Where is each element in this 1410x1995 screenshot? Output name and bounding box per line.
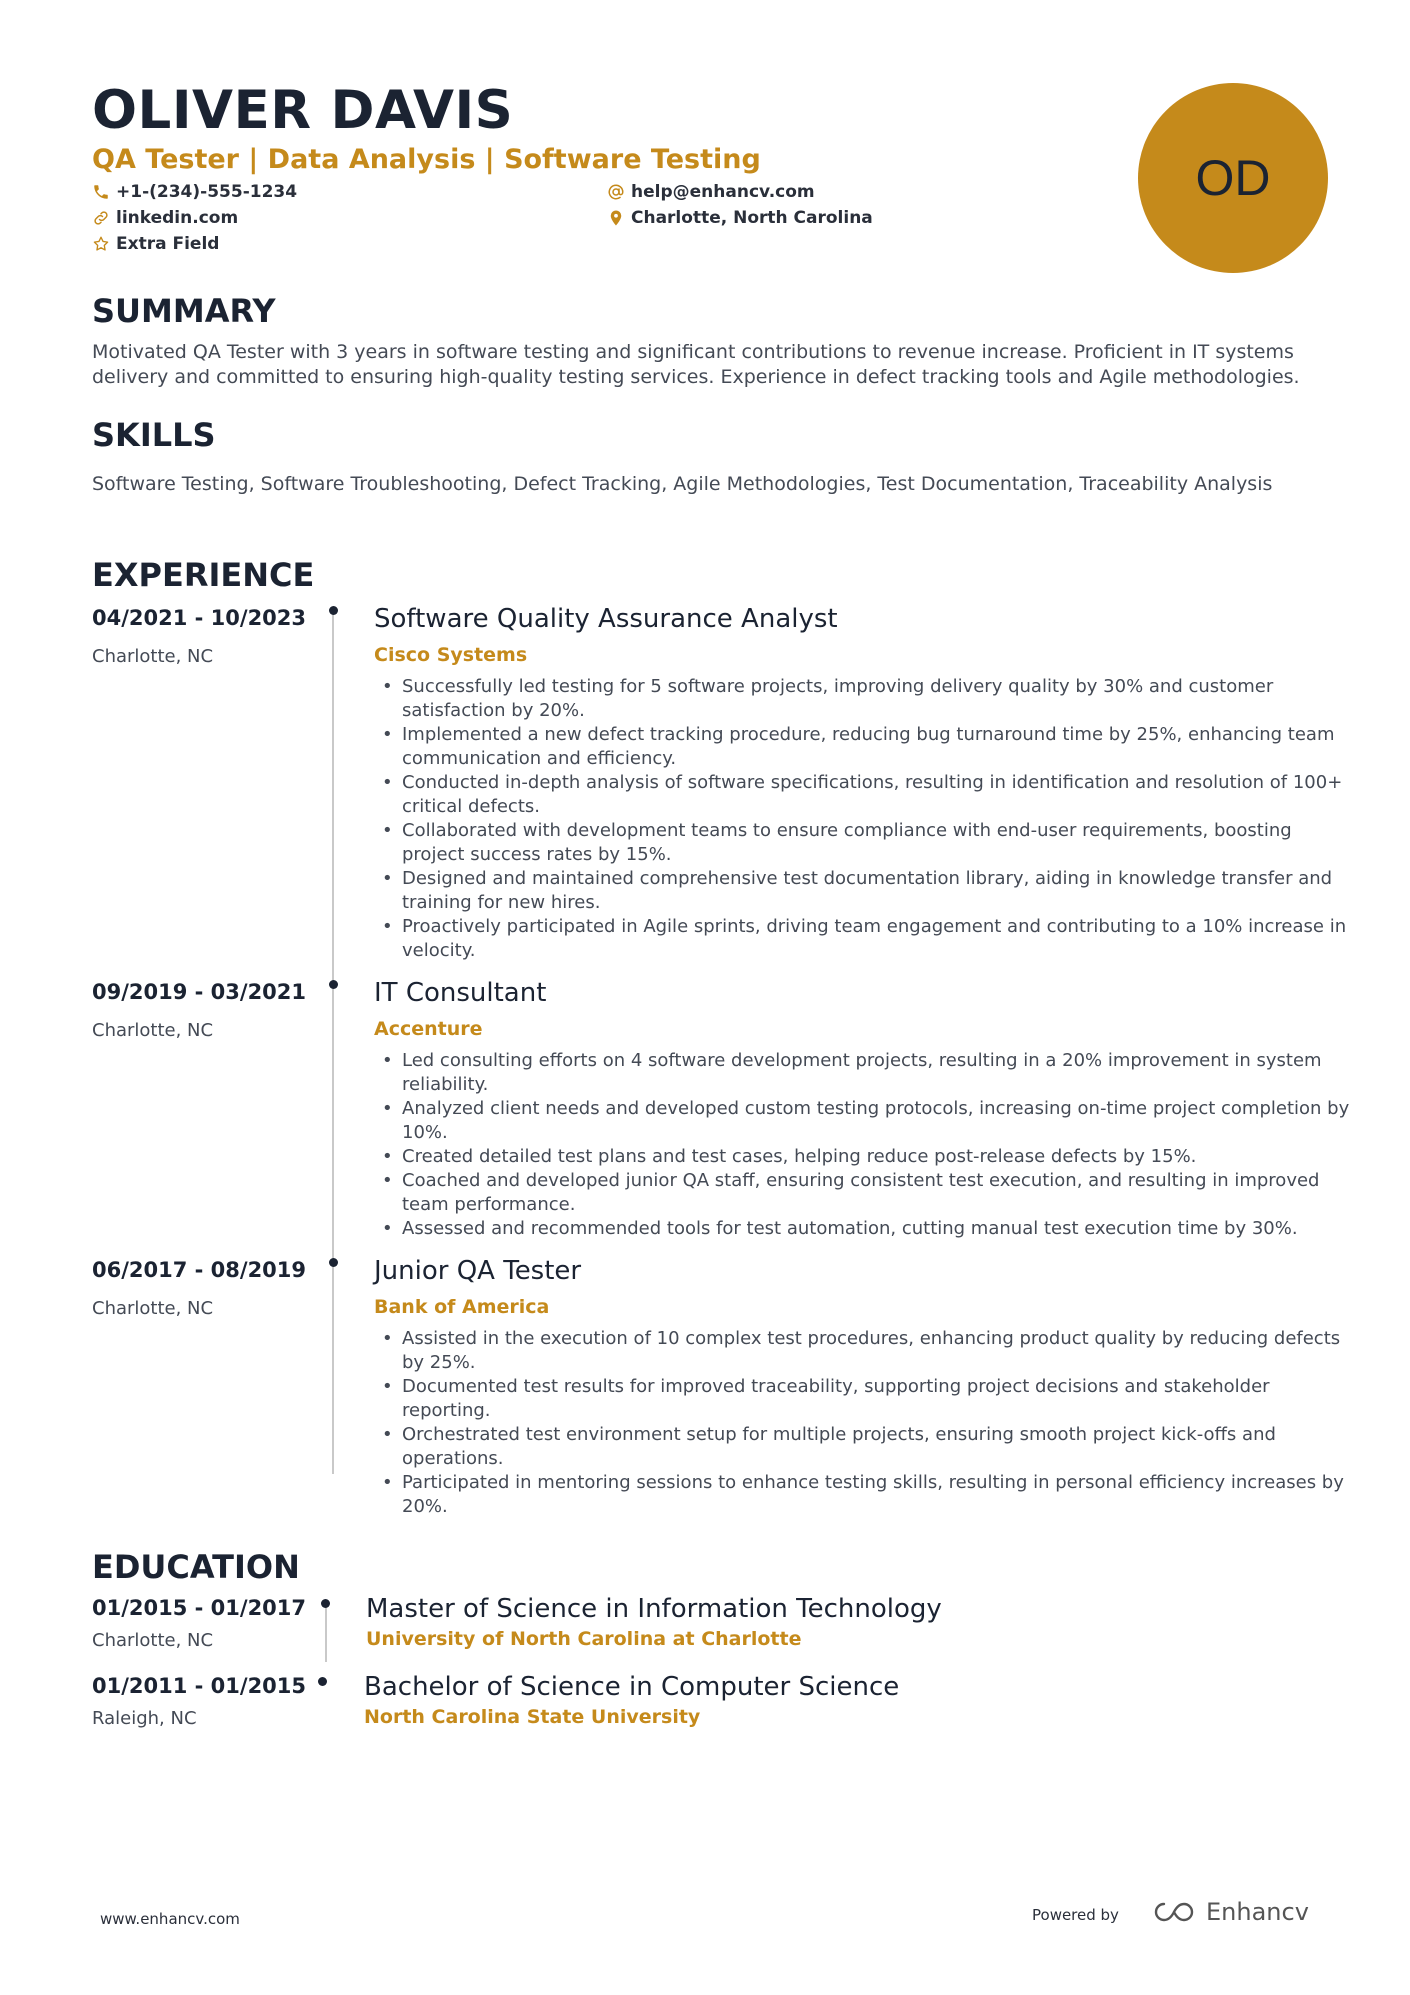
list-item: • Coached and developed junior QA staff, ensuring consistent test execution, and resulting in improved team performance. — [402, 1169, 1352, 1217]
list-item: • Created detailed test plans and test cases, helping reduce post-release defects by 15%. — [402, 1145, 1352, 1169]
enhancv-logo-icon — [1150, 1898, 1198, 1926]
list-item: • Documented test results for improved traceability, supporting project decisions and stakeholder reporting. — [402, 1375, 1352, 1423]
job-bullets — [374, 1327, 1352, 1519]
education-degree: Master of Science in Information Technology — [366, 1594, 942, 1624]
experience-title: EXPERIENCE — [92, 556, 315, 594]
summary-text: Motivated QA Tester with 3 years in software testing and significant contributions to revenue increase. Proficient in IT systems delivery and committed to ensuring high-quality testing services. Experience in defect tracking tools and Agile methodologies. — [92, 341, 1300, 388]
list-item: • Implemented a new defect tracking procedure, reducing bug turnaround time by 25%, enhancing team communication and efficiency. — [402, 723, 1352, 771]
job-location: Charlotte, NC — [92, 646, 214, 667]
timeline-dot — [329, 606, 338, 615]
linkedin-text: linkedin.com — [116, 208, 239, 228]
list-item: • Proactively participated in Agile sprints, driving team engagement and contributing to a 10% increase in velocity. — [402, 915, 1352, 963]
job-date: 06/2017 - 08/2019 — [92, 1258, 307, 1282]
candidate-headline: QA Tester | Data Analysis | Software Testing — [92, 144, 761, 175]
job-location: Charlotte, NC — [92, 1020, 214, 1041]
skills-text: Software Testing, Software Troubleshooting, Defect Tracking, Agile Methodologies, Test Documentation, Traceability Analysis — [92, 473, 1273, 495]
link-icon — [92, 209, 110, 227]
job-title: Junior QA Tester — [374, 1256, 582, 1286]
education-date: 01/2015 - 01/2017 — [92, 1596, 307, 1620]
job-company: Cisco Systems — [374, 644, 528, 666]
list-item: • Collaborated with development teams to ensure compliance with end-user requirements, boosting project success rates by 15%. — [402, 819, 1352, 867]
experience-timeline-line — [332, 612, 334, 1474]
job-bullets — [374, 675, 1352, 963]
education-title: EDUCATION — [92, 1548, 300, 1586]
email-text: help@enhancv.com — [631, 182, 815, 202]
summary-title: SUMMARY — [92, 292, 276, 330]
education-timeline-line — [325, 1606, 327, 1662]
list-item: • Designed and maintained comprehensive test documentation library, aiding in knowledge transfer and training for new hires. — [402, 867, 1352, 915]
timeline-dot — [329, 980, 338, 989]
contact-linkedin[interactable] — [92, 208, 238, 228]
job-title: Software Quality Assurance Analyst — [374, 604, 838, 634]
education-school: University of North Carolina at Charlotte — [366, 1628, 802, 1650]
list-item: • Participated in mentoring sessions to enhance testing skills, resulting in personal efficiency increases by 20%. — [402, 1471, 1352, 1519]
list-item: • Conducted in-depth analysis of software specifications, resulting in identification and resolution of 100+ critical defects. — [402, 771, 1352, 819]
footer-url[interactable]: www.enhancv.com — [100, 1910, 240, 1928]
avatar: OD — [1138, 83, 1328, 273]
list-item: • Led consulting efforts on 4 software development projects, resulting in a 20% improvement in system reliability. — [402, 1049, 1352, 1097]
job-date: 04/2021 - 10/2023 — [92, 606, 307, 630]
education-degree: Bachelor of Science in Computer Science — [364, 1672, 900, 1702]
job-bullets — [374, 1049, 1352, 1241]
location-pin-icon — [607, 209, 625, 227]
list-item: • Analyzed client needs and developed custom testing protocols, increasing on-time project completion by 10%. — [402, 1097, 1352, 1145]
phone-icon — [92, 183, 110, 201]
brand-name: Enhancv — [1206, 1898, 1309, 1926]
contact-email[interactable] — [607, 182, 815, 202]
list-item: • Assessed and recommended tools for test automation, cutting manual test execution time by 30%. — [402, 1217, 1352, 1241]
timeline-dot — [329, 1258, 338, 1267]
brand-logo[interactable] — [1150, 1898, 1309, 1926]
contact-extra-field — [92, 234, 219, 254]
list-item: • Successfully led testing for 5 software projects, improving delivery quality by 30% and customer satisfaction by 20%. — [402, 675, 1352, 723]
at-icon — [607, 183, 625, 201]
location-text: Charlotte, North Carolina — [631, 208, 873, 228]
phone-text: +1-(234)-555-1234 — [116, 182, 298, 202]
timeline-dot — [321, 1599, 330, 1608]
powered-by-label: Powered by — [1032, 1906, 1119, 1924]
timeline-dot — [318, 1677, 327, 1686]
education-location: Charlotte, NC — [92, 1630, 214, 1651]
contact-location — [607, 208, 873, 228]
candidate-name: OLIVER DAVIS — [92, 80, 514, 141]
job-location: Charlotte, NC — [92, 1298, 214, 1319]
education-date: 01/2011 - 01/2015 — [92, 1674, 307, 1698]
job-company: Accenture — [374, 1018, 483, 1040]
job-date: 09/2019 - 03/2021 — [92, 980, 307, 1004]
education-location: Raleigh, NC — [92, 1708, 197, 1729]
skills-title: SKILLS — [92, 416, 216, 454]
education-school: North Carolina State University — [364, 1706, 701, 1728]
list-item: • Orchestrated test environment setup for multiple projects, ensuring smooth project kick-offs and operations. — [402, 1423, 1352, 1471]
extra-field-text: Extra Field — [116, 234, 220, 254]
job-company: Bank of America — [374, 1296, 550, 1318]
star-icon — [92, 235, 110, 253]
contact-phone[interactable] — [92, 182, 297, 202]
list-item: • Assisted in the execution of 10 complex test procedures, enhancing product quality by reducing defects by 25%. — [402, 1327, 1352, 1375]
job-title: IT Consultant — [374, 978, 547, 1008]
